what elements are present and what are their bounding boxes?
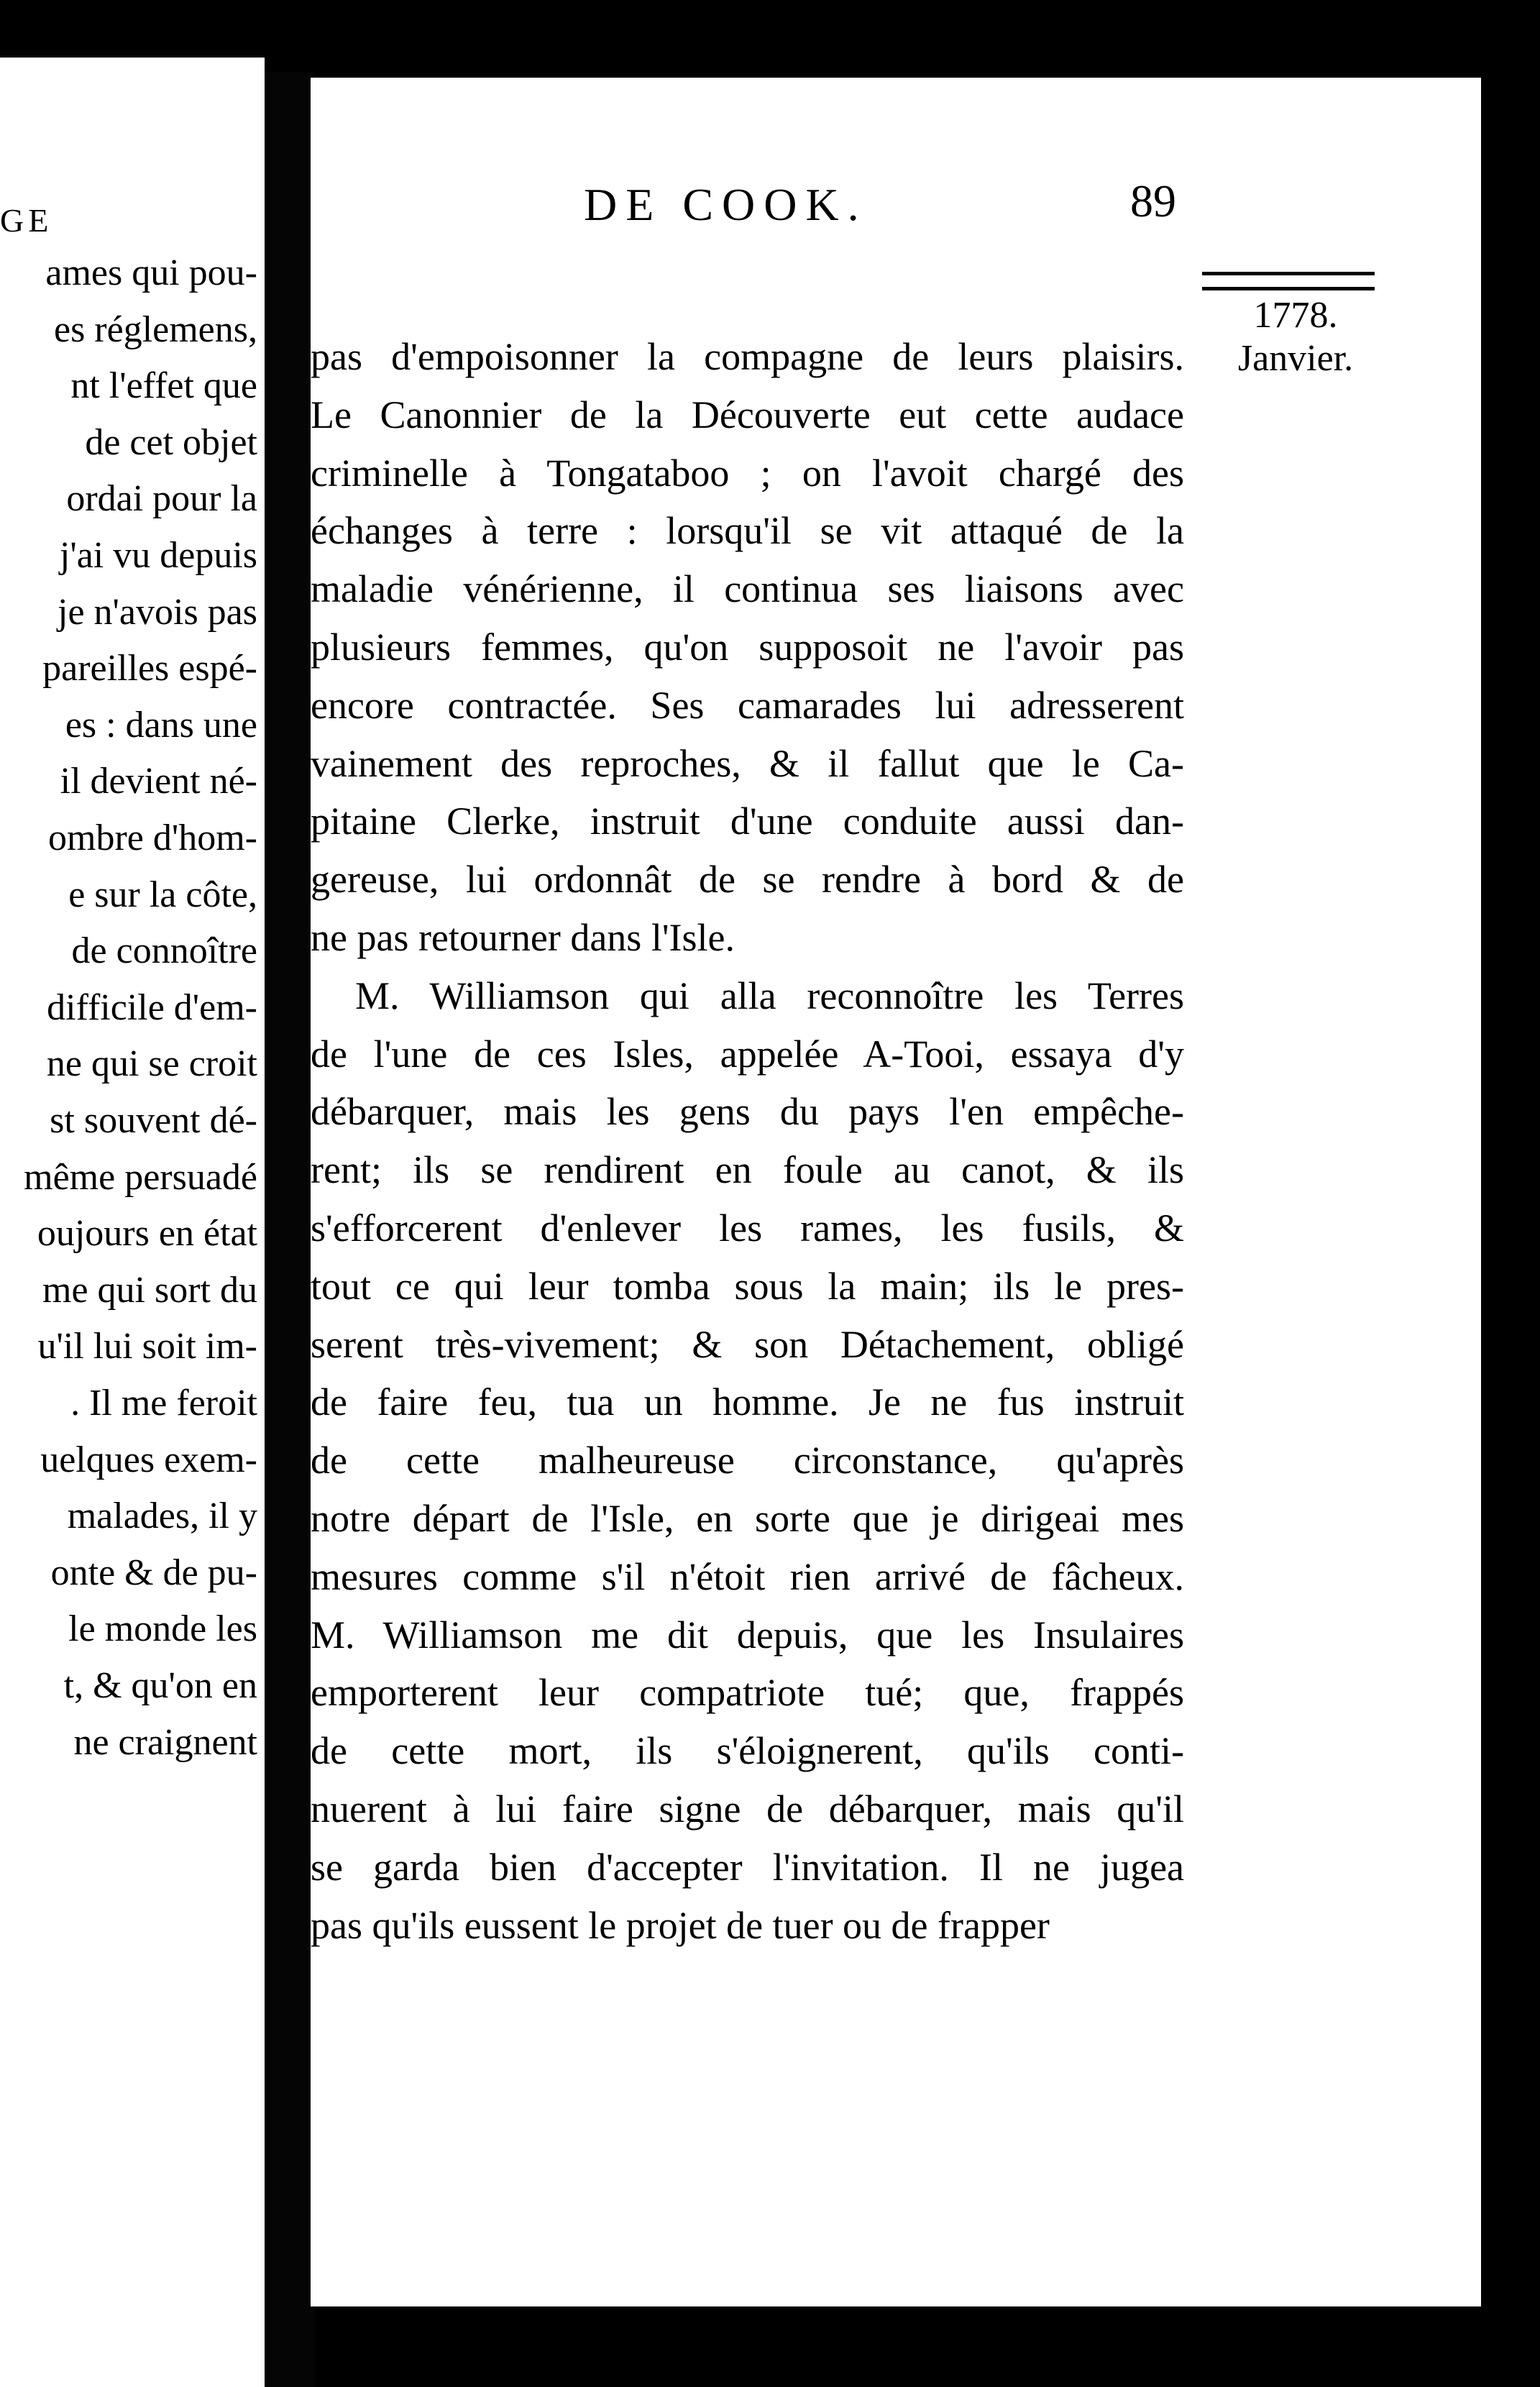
facing-page-line: pareilles espé- [42,648,257,689]
text-line: nuerent à lui faire signe de débarquer, mais qu'il [311,1787,1184,1831]
facing-page-line: ne craignent [73,1721,257,1763]
text-line: vainement des reproches, & il fallut que le Ca- [311,741,1184,785]
facing-page-line: es réglemens, [53,308,257,350]
facing-page-running-head: GE [0,202,53,239]
page-number: 89 [1130,175,1176,226]
facing-page-line: st souvent dé- [50,1100,257,1141]
facing-page-line: u'il lui soit im- [37,1326,257,1367]
text-line: débarquer, mais les gens du pays l'en empêche- [311,1090,1184,1134]
margin-note-month: Janvier. [1237,338,1354,379]
text-line: de l'une de ces Isles, appelée A-Tooi, essaya d'y [311,1032,1184,1076]
body-text [311,328,1184,1954]
facing-page-line: de connoître [71,930,257,972]
facing-page-line: t, & qu'on en [63,1665,257,1706]
facing-page-line: nt l'effet que [70,365,257,407]
book-gutter [265,72,315,2387]
text-line: notre départ de l'Isle, en sorte que je dirigeai mes [311,1496,1184,1540]
text-line: tout ce qui leur tomba sous la main; ils le pres- [311,1264,1184,1308]
text-line: ne pas retourner dans l'Isle. [311,915,735,959]
text-line: serent très-vivement; & son Détachement, obligé [311,1322,1184,1366]
margin-note-year: 1778. [1253,295,1338,336]
facing-page-line: le monde les [68,1608,257,1650]
text-line: criminelle à Tongataboo ; on l'avoit chargé des [311,451,1184,495]
facing-page-line: de cet objet [85,421,257,463]
facing-page-line: me qui sort du [42,1269,257,1311]
text-line: échanges à terre : lorsqu'il se vit attaqué de la [311,509,1184,553]
text-line: pas qu'ils eussent le projet de tuer ou de frapper [311,1903,1050,1947]
facing-page-line: ombre d'hom- [48,817,257,858]
text-line: pas d'empoisonner la compagne de leurs plaisirs. [311,335,1184,378]
facing-page-line: e sur la côte, [68,874,257,915]
facing-page-line: ordai pour la [66,478,257,520]
text-line: se garda bien d'accepter l'invitation. Il ne jugea [311,1845,1184,1889]
text-line: pitaine Clerke, instruit d'une conduite aussi dan- [311,800,1184,843]
page [311,78,1481,2306]
text-line: rent; ils se rendirent en foule au canot, & ils [311,1148,1184,1192]
facing-page-line: es : dans une [65,704,257,746]
text-line: gereuse, lui ordonnât de se rendre à bord & de [311,858,1184,902]
text-line: emporterent leur compatriote tué; que, frappés [311,1671,1184,1715]
running-head: DE COOK. [584,179,868,230]
facing-page-fragment [0,58,265,2387]
text-line: de cette mort, ils s'éloignerent, qu'ils conti- [311,1729,1184,1773]
facing-page-line: difficile d'em- [47,986,257,1028]
text-line: de cette malheureuse circonstance, qu'après [311,1439,1184,1483]
text-line: M. Williamson qui alla reconnoître les Terres [355,973,1184,1017]
facing-page-line: malades, il y [67,1495,257,1537]
facing-page-line: il devient né- [60,761,257,802]
text-line: M. Williamson me dit depuis, que les Insulaires [311,1613,1184,1657]
facing-page-line: uelques exem- [40,1439,257,1480]
text-line: mesures comme s'il n'étoit rien arrivé de fâcheux. [311,1554,1184,1598]
text-line: maladie vénérienne, il continua ses liaisons avec [311,567,1184,611]
facing-page-line: oujours en état [37,1213,257,1255]
facing-page-line: je n'avois pas [58,591,257,633]
facing-page-line: j'ai vu depuis [59,535,257,576]
facing-page-line: même persuadé [24,1156,257,1198]
text-line: s'efforcerent d'enlever les rames, les fusils, & [311,1206,1184,1250]
text-line: encore contractée. Ses camarades lui adresserent [311,683,1184,727]
text-line: de faire feu, tua un homme. Je ne fus instruit [311,1380,1184,1424]
facing-page-line: ames qui pou- [45,252,257,293]
text-line: plusieurs femmes, qu'on supposoit ne l'avoir pas [311,625,1184,669]
facing-page-line: . Il me feroit [70,1383,257,1424]
facing-page-line: onte & de pu- [50,1552,257,1593]
facing-page-line: ne qui se croit [46,1043,257,1085]
text-line: Le Canonnier de la Découverte eut cette audace [311,393,1184,436]
margin-rule [1202,272,1375,290]
